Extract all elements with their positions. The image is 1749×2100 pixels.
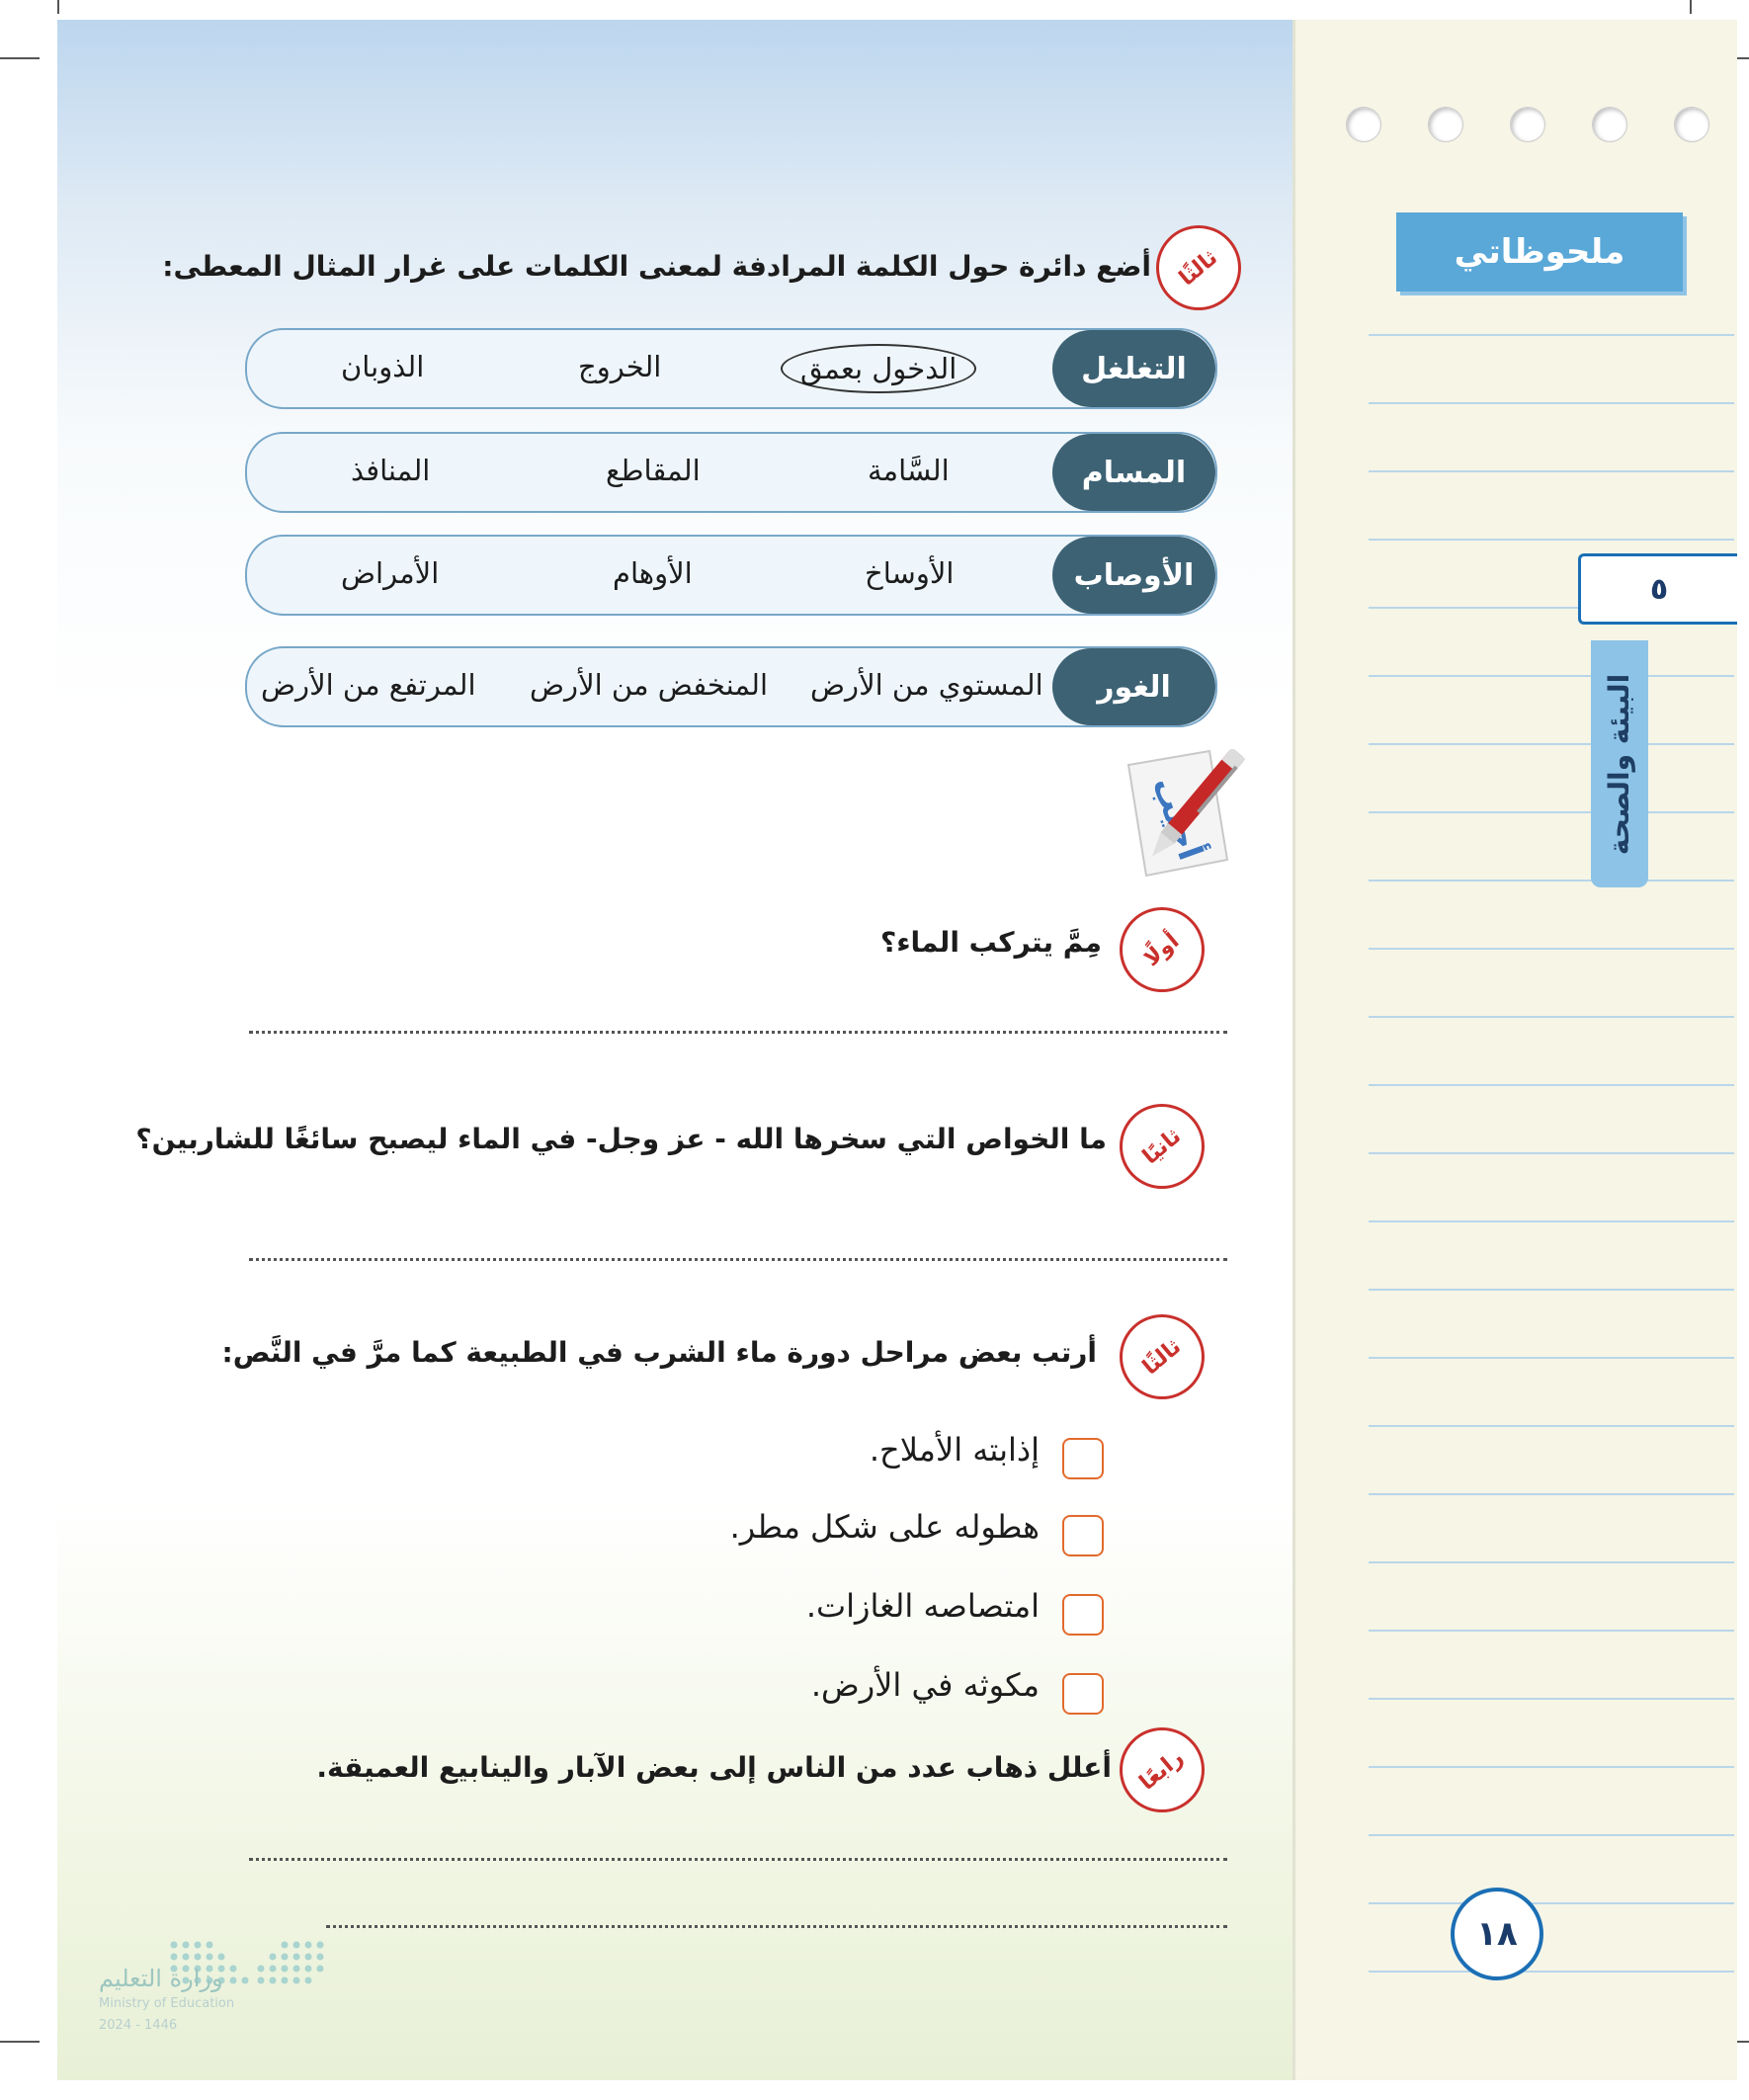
notes-line [1369,1493,1734,1495]
question-text: مِمَّ يتركب الماء؟ [879,926,1102,959]
order-item: هطوله على شكل مطر. [729,1508,1040,1546]
vocab-row [245,535,1217,616]
vocab-word: المسام [1052,434,1215,511]
notes-line [1369,880,1734,882]
order-checkbox[interactable] [1062,1673,1104,1715]
answer-line[interactable] [249,1258,1227,1261]
question-text: أرتب بعض مراحل دورة ماء الشرب في الطبيعة كما مرَّ في النَّص: [221,1336,1097,1369]
section-badge: ثالثًا [1156,225,1241,310]
notes-title: ملحوظاتي [1396,212,1683,292]
notes-panel [1292,20,1737,2080]
order-checkbox[interactable] [1062,1515,1104,1556]
notes-line [1369,811,1734,813]
question-badge: ثانيًا [1120,1104,1205,1189]
answer-pen-icon [1124,749,1263,882]
vocab-row [245,432,1217,513]
question-text: أعلل ذهاب عدد من الناس إلى بعض الآبار والينابيع العميقة. [316,1751,1112,1784]
vocab-word: الغور [1052,648,1215,725]
notes-line [1369,948,1734,950]
notes-line [1369,743,1734,745]
vocab-option[interactable]: المستوي من الأرض [810,668,1043,702]
notes-line [1369,539,1734,541]
vocab-word: التغلغل [1052,330,1215,407]
notes-line [1369,1834,1734,1836]
binder-hole [1428,107,1463,142]
notes-line [1369,1698,1734,1700]
vocab-row [245,328,1217,409]
unit-name: البيئة والصحة [1603,673,1636,855]
ministry-name: وزارة التعليم [99,1965,223,1992]
notes-line [1369,1220,1734,1222]
vocab-instruction: أضع دائرة حول الكلمة المرادفة لمعنى الكلمات على غرار المثال المعطى: [162,250,1151,283]
notes-line [1369,1561,1734,1563]
notes-line [1369,1357,1734,1359]
notes-line [1369,334,1734,336]
crop-mark [1690,0,1692,14]
notes-line [1369,1289,1734,1291]
unit-number: ٥ [1578,553,1737,625]
notes-line [1369,402,1734,404]
vocab-row [245,646,1217,727]
binder-hole [1592,107,1627,142]
vocab-option[interactable]: الأوهام [613,556,693,590]
notes-line [1369,1902,1734,1904]
vocab-option[interactable]: المرتفع من الأرض [261,668,476,702]
ministry-name-en: Ministry of Education [99,1996,235,2011]
order-checkbox[interactable] [1062,1438,1104,1479]
notes-line [1369,1630,1734,1632]
question-badge: أولًا [1120,907,1205,992]
vocab-option[interactable]: الخروج [578,350,662,383]
vocab-option[interactable]: الذوبان [341,350,425,383]
notes-line [1369,1084,1734,1086]
crop-mark [0,57,40,59]
notes-line [1369,1016,1734,1018]
answer-line[interactable] [249,1858,1227,1861]
answer-line[interactable] [326,1925,1227,1928]
order-checkbox[interactable] [1062,1594,1104,1636]
notes-line [1369,675,1734,677]
binder-hole [1346,107,1381,142]
order-item: مكوثه في الأرض. [810,1666,1040,1704]
page-number: ١٨ [1451,1888,1543,1980]
unit-ribbon [1591,640,1648,887]
vocab-option[interactable]: المنافذ [351,454,431,487]
vocab-option-circled[interactable]: الدخول بعمق [781,344,976,393]
vocab-option[interactable]: الأمراض [341,556,440,590]
notes-line [1369,470,1734,472]
ministry-year: 2024 - 1446 [99,2018,178,2033]
binder-hole [1674,107,1709,142]
vocab-option[interactable]: المقاطع [606,454,701,487]
notes-line [1369,1971,1734,1973]
vocab-option[interactable]: الأوساخ [865,556,955,590]
notes-line [1369,1425,1734,1427]
vocab-word: الأوصاب [1052,537,1215,614]
vocab-option[interactable]: المنخفض من الأرض [530,668,769,702]
question-badge: رابعًا [1120,1727,1205,1812]
binder-hole [1510,107,1545,142]
vocab-option[interactable]: السَّامة [868,454,950,487]
question-text: ما الخواص التي سخرها الله - عز وجل- في الماء ليصبح سائغًا للشاربين؟ [135,1123,1107,1155]
notes-line [1369,1152,1734,1154]
question-badge: ثالثًا [1120,1314,1205,1399]
answer-line[interactable] [249,1031,1227,1034]
notes-line [1369,1766,1734,1768]
order-item: إذابته الأملاح. [869,1431,1040,1469]
crop-mark [57,0,59,14]
order-item: امتصاصه الغازات. [805,1587,1040,1625]
crop-mark [0,2041,40,2043]
